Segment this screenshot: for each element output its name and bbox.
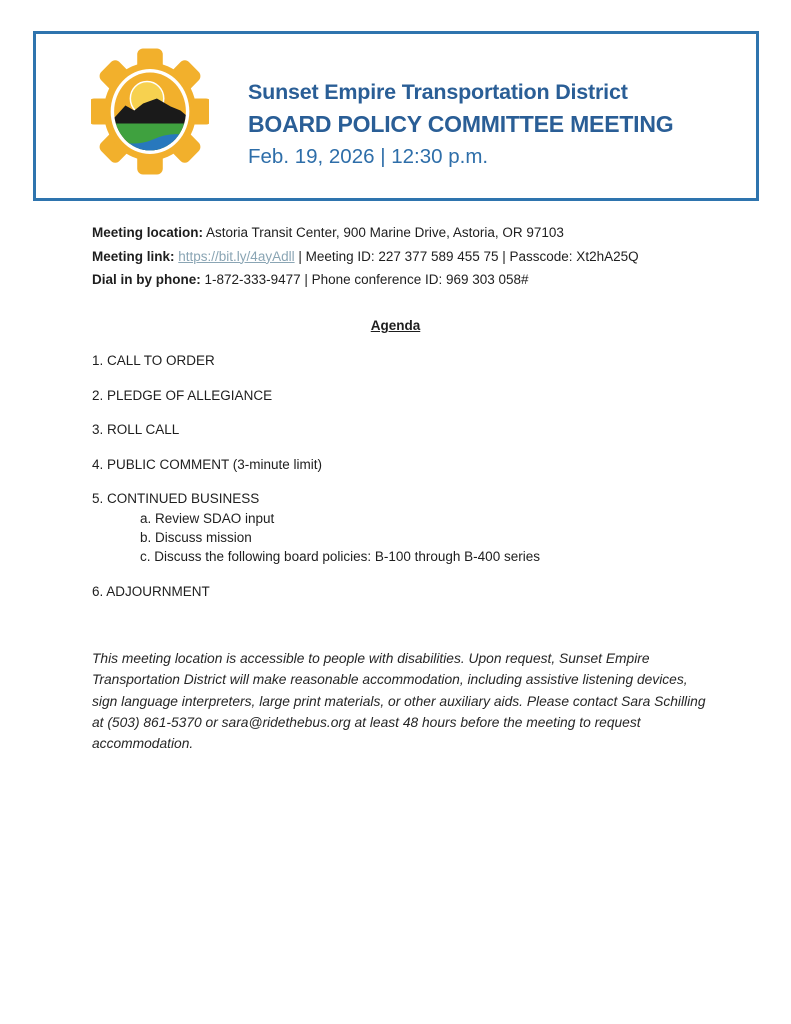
agenda-item-1: 1. CALL TO ORDER: [92, 353, 215, 368]
dial-in-label: Dial in by phone:: [92, 272, 201, 287]
meeting-id-passcode: | Meeting ID: 227 377 589 455 75 | Passcode: Xt2hA25Q: [298, 248, 639, 264]
dial-in-line: [92, 268, 712, 292]
agenda-heading: Agenda: [370, 318, 421, 333]
meeting-link-line: [92, 245, 712, 269]
agenda-item-4: 4. PUBLIC COMMENT (3-minute limit): [92, 457, 323, 472]
agenda-item-6: 6. ADJOURNMENT: [92, 584, 210, 599]
agenda-item-5: 5. CONTINUED BUSINESS: [92, 491, 260, 506]
agenda-subitem-5c: c. Discuss the following board policies: B-100 through B-400 series: [140, 549, 540, 564]
agenda-item-2: 2. PLEDGE OF ALLEGIANCE: [92, 388, 273, 403]
meeting-info-section: [92, 221, 712, 292]
dial-in-value: 1-872-333-9477 | Phone conference ID: 969 303 058#: [204, 272, 529, 287]
header-banner: [33, 31, 759, 201]
meeting-title: BOARD POLICY COMMITTEE MEETING: [248, 111, 674, 137]
meeting-link[interactable]: https://bit.ly/4ayAdll: [178, 248, 295, 264]
agenda-subitem-5b: b. Discuss mission: [140, 530, 252, 545]
meeting-link-label: Meeting link:: [92, 248, 175, 264]
gear-sunset-logo-icon: [91, 48, 209, 180]
org-name-title: Sunset Empire Transportation District: [248, 80, 628, 104]
meeting-location-value: Astoria Transit Center, 900 Marine Drive, Astoria, OR 97103: [206, 225, 564, 240]
agenda-item-3: 3. ROLL CALL: [92, 422, 180, 437]
meeting-location-line: [92, 221, 712, 245]
accessibility-note: This meeting location is accessible to people with disabilities. Upon request, Sunset Empire Transportation District will make reasonable accommodation, including assistive listening devices, sign language interpreters, large print materials, or other auxiliary aids. Please contact Sara Schilling at (503) 861-5370 or sara@ridethebus.org at least 48 hours before the meeting to request accommodation.: [92, 651, 706, 752]
meeting-location-label: Meeting location:: [92, 225, 203, 240]
agenda-subitem-5a: a. Review SDAO input: [140, 511, 275, 526]
meeting-datetime: Feb. 19, 2026 | 12:30 p.m.: [248, 145, 489, 168]
header-title-block: [248, 76, 673, 172]
